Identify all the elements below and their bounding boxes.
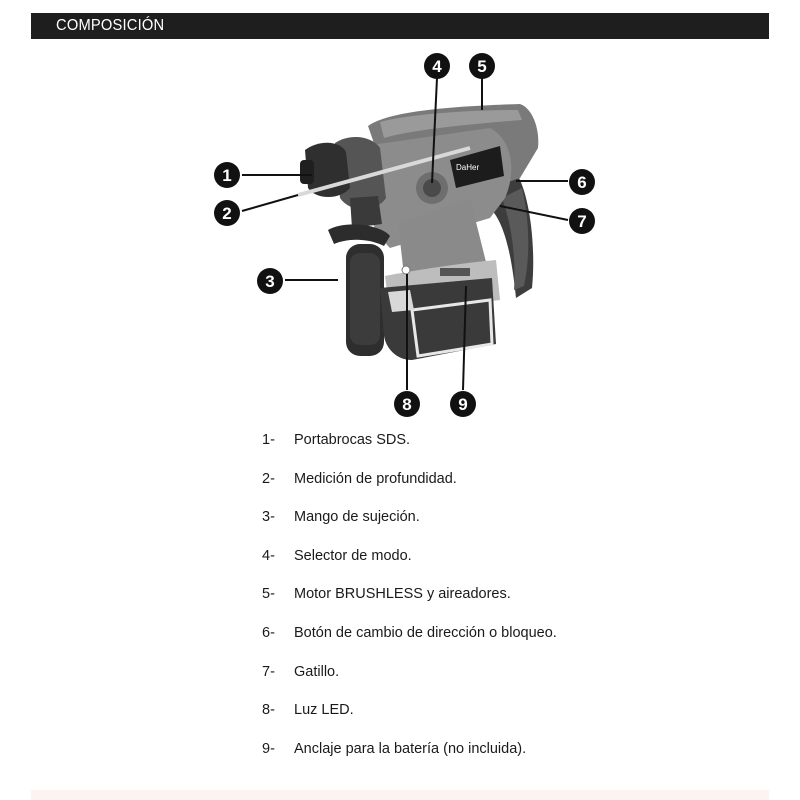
legend-number: 2- [262,470,275,487]
drill-illustration [298,104,538,360]
svg-text:3: 3 [265,272,275,291]
callout-badge-3 [257,268,283,294]
legend-number: 1- [262,432,275,448]
legend-text: Mango de sujeción. [294,509,420,526]
callout-badge-1 [214,162,240,188]
legend-item [262,582,682,621]
legend-item [262,660,682,699]
svg-text:9: 9 [458,395,468,414]
legend-text: Portabrocas SDS. [294,432,411,448]
callout-badge-9 [450,391,476,417]
callout-badge-5 [469,53,495,79]
legend-text: Botón de cambio de dirección o bloqueo. [294,624,557,641]
legend-item [262,698,682,737]
svg-text:2: 2 [222,204,232,223]
legend-number: 4- [262,547,275,564]
legend-number: 5- [262,586,275,603]
legend-item [262,737,682,776]
legend-item [262,544,682,583]
legend-item [262,621,682,660]
brand-label: DaHer [456,163,480,172]
legend-text: Luz LED. [294,702,354,719]
section-title: COMPOSICIÓN [56,17,165,34]
legend-number: 3- [262,509,275,526]
callout-badge-7 [569,208,595,234]
callout-badge-2 [214,200,240,226]
callout-badge-4 [424,53,450,79]
svg-text:5: 5 [477,57,487,76]
legend-number: 6- [262,624,275,641]
legend-text: Selector de modo. [294,547,412,564]
callout-badge-6 [569,169,595,195]
drill-diagram [200,48,620,423]
page-bottom-strip [31,790,769,800]
svg-text:6: 6 [577,173,587,192]
legend-item [262,428,682,467]
section-header [31,13,769,39]
legend-text: Motor BRUSHLESS y aireadores. [294,586,511,603]
legend-item [262,467,682,506]
parts-legend [262,428,682,775]
svg-text:4: 4 [432,57,442,76]
legend-number: 7- [262,663,275,680]
legend-text: Anclaje para la batería (no incluida). [294,740,527,757]
svg-text:7: 7 [577,212,587,231]
legend-text: Medición de profundidad. [294,470,457,487]
legend-text: Gatillo. [294,663,340,680]
svg-text:8: 8 [402,395,412,414]
callout-badge-8 [394,391,420,417]
legend-number: 8- [262,702,275,719]
legend-number: 9- [262,740,275,757]
legend-item [262,505,682,544]
svg-text:1: 1 [222,166,232,185]
